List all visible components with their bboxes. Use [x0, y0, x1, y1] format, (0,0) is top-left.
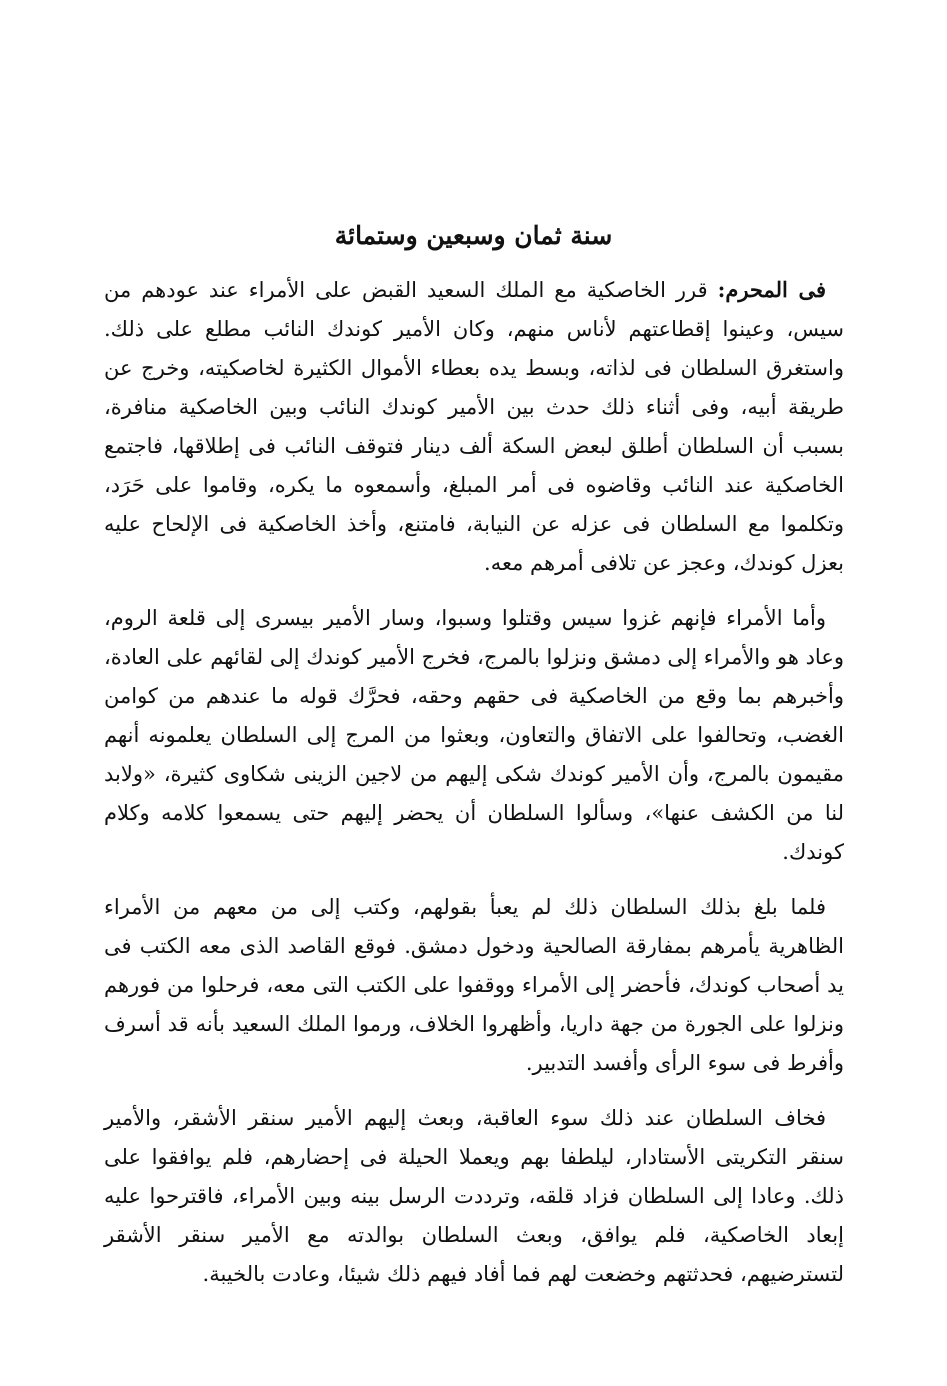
paragraph-lead: فى المحرم: [717, 277, 826, 302]
paragraph [104, 1099, 844, 1294]
paragraph-text: قرر الخاصكية مع الملك السعيد القبض على الأمراء عند عودهم من سيس، وعينوا إقطاعتهم لأناس منهم، وكان الأمير كوندك النائب مطلع على ذلك. واستغرق السلطان فى لذاته، وبسط يده بعطاء الأموال الكثيرة لخاصكيته، وخرج عن طريقة أبيه، وفى أثناء ذلك حدث بين الأمير كوندك النائب وبين الخاصكية منافرة، بسبب أن السلطان أطلق لبعض السكة ألف دينار فتوقف النائب فى إطلاقها، فاجتمع الخاصكية عند النائب وقاضوه فى أمر المبلغ، وأسمعوه ما يكره، وقاموا على حَرَد، وتكلموا مع السلطان فى عزله عن النيابة، فامتنع، وأخذ الخاصكية فى الإلحاح عليه بعزل كوندك، وعجز عن تلافى أمرهم معه. [104, 278, 844, 575]
body-text [104, 270, 844, 1310]
paragraph [104, 888, 844, 1083]
paragraph [104, 270, 844, 583]
paragraph-text: وأما الأمراء فإنهم غزوا سيس وقتلوا وسبوا، وسار الأمير بيسرى إلى قلعة الروم، وعاد هو والأمراء إلى دمشق ونزلوا بالمرج، فخرج الأمير كوندك إلى لقائهم على العادة، وأخبرهم بما وقع من الخاصكية فى حقهم وحقه، فحرَّك قوله ما عندهم من كوامن الغضب، وتحالفوا على الاتفاق والتعاون، وبعثوا من المرج إلى السلطان يعلمونه أنهم مقيمون بالمرج، وأن الأمير كوندك شكى إليهم من لاجين الزينى شكاوى كثيرة، «ولابد لنا من الكشف عنها»، وسألوا السلطان أن يحضر إليهم حتى يسمعوا كلامه وكلام كوندك. [104, 606, 844, 864]
paragraph [104, 599, 844, 872]
chapter-heading: سنة ثمان وسبعين وستمائة [334, 221, 613, 250]
paragraph-text: فلما بلغ بذلك السلطان ذلك لم يعبأ بقولهم، وكتب إلى من معهم من الأمراء الظاهرية يأمرهم بمفارقة الصالحية ودخول دمشق. فوقع القاصد الذى معه الكتب فى يد أصحاب كوندك، فأحضر إلى الأمراء ووقفوا على الكتب التى معه، فرحلوا من فورهم ونزلوا على الجورة من جهة داريا، وأظهروا الخلاف، ورموا الملك السعيد بأنه قد أسرف وأفرط فى سوء الرأى وأفسد التدبير. [104, 895, 844, 1075]
paragraph-text: فخاف السلطان عند ذلك سوء العاقبة، وبعث إليهم الأمير سنقر الأشقر، والأمير سنقر التكريتى الأستادار، ليلطفا بهم ويعملا الحيلة فى إحضارهم، فلم يوافقوا على ذلك. وعادا إلى السلطان فزاد قلقه، وترددت الرسل بينه وبين الأمراء، فاقترحوا عليه إبعاد الخاصكية، فلم يوافق، وبعث السلطان بوالدته مع الأمير سنقر الأشقر لتسترضيهم، فحدثتهم وخضعت لهم فما أفاد فيهم ذلك شيئا، وعادت بالخيبة. [104, 1106, 844, 1286]
